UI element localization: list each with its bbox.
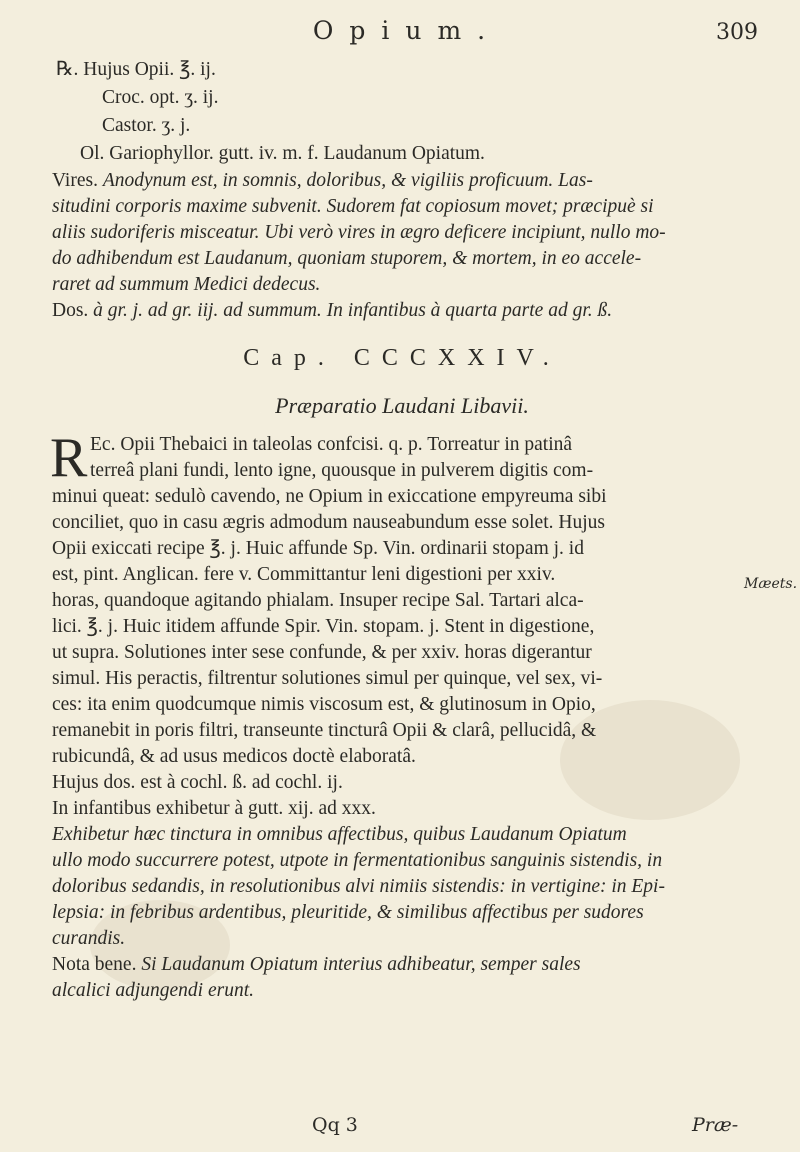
dose-line: In infantibus exhibetur à gutt. xij. ad xxx. (52, 798, 376, 819)
nota-paragraph (52, 952, 752, 1004)
recipe-line: lici. ℥. j. Huic itidem affunde Spir. Vin. stopam. j. Stent in digestione, (52, 616, 595, 637)
formula-line: ℞. Hujus Opii. ℥. ij. (56, 59, 216, 80)
exhibetur-line: curandis. (52, 928, 126, 949)
recipe-paragraph (50, 427, 752, 770)
recipe-line: Opii exiccati recipe ℥. j. Huic affunde Sp. Vin. ordinarii stopam j. id (52, 538, 584, 559)
catchword: Præ- (692, 1114, 739, 1136)
vires-line: aliis sudoriferis misceatur. Ubi verò vires in ægro deficere incipiunt, nullo mo- (52, 222, 666, 243)
vires-line (52, 168, 752, 194)
formula-line: Castor. ʒ. j. (102, 115, 191, 136)
formula-line: Ol. Gariophyllor. gutt. iv. m. f. Laudanum Opiatum. (80, 143, 485, 164)
page-number: 309 (716, 20, 758, 45)
exhibetur-line: lepsia: in febribus ardentibus, pleuritide, & similibus affectibus per sudores (52, 902, 644, 923)
page-body (52, 56, 752, 1004)
exhibetur-line: doloribus sedandis, in resolutionibus alvi nimiis sistendis: in vertigine: in Epi- (52, 876, 665, 897)
chapter-heading: Cap. CCCXXIV. (243, 345, 561, 371)
recipe-line: horas, quandoque agitando phialam. Insuper recipe Sal. Tartari alca- (52, 590, 584, 611)
dosis-line (52, 298, 752, 324)
nota-label: Nota bene. (52, 954, 137, 975)
exhibetur-paragraph (52, 822, 752, 952)
recipe-line: remanebit in poris filtri, transeunte tincturâ Opii & clarâ, pellucidâ, & (52, 720, 597, 741)
running-head (0, 14, 800, 50)
nota-text: Si Laudanum Opiatum interius adhibeatur, semper sales (141, 954, 581, 975)
vires-line: raret ad summum Medici dedecus. (52, 274, 321, 295)
nota-line: alcalici adjungendi erunt. (52, 980, 255, 1001)
vires-label: Vires. (52, 170, 98, 191)
dosis-text: à gr. j. ad gr. iij. ad summum. In infantibus à quarta parte ad gr. ß. (93, 300, 613, 321)
recipe-line: ut supra. Solutiones inter sese confunde, & per xxiv. horas digerantur (52, 642, 592, 663)
signature-mark: Qq 3 (312, 1114, 358, 1136)
recipe-line: terreâ plani fundi, lento igne, quousque in pulverem digitis com- (90, 460, 594, 481)
formula-block (52, 56, 752, 168)
formula-line: Croc. opt. ʒ. ij. (102, 87, 219, 108)
recipe-line: Ec. Opii Thebaici in taleolas confcisi. q. p. Torreatur in patinâ (90, 434, 573, 455)
dose-block (52, 770, 752, 822)
vires-text: Anodynum est, in somnis, doloribus, & vigiliis proficuum. Las- (102, 170, 593, 191)
vires-line: situdini corporis maxime subvenit. Sudorem fat copiosum movet; præcipuè si (52, 196, 654, 217)
exhibetur-line: ullo modo succurrere potest, utpote in fermentationibus sanguinis sistendis, in (52, 850, 663, 871)
dose-line: Hujus dos. est à cochl. ß. ad cochl. ij. (52, 772, 343, 793)
running-title: Opium. (312, 16, 502, 45)
recipe-line: conciliet, quo in casu ægris admodum nauseabundum esse solet. Hujus (52, 512, 605, 533)
recipe-line: ces: ita enim quodcumque nimis viscosum est, & glutinosum in Opio, (52, 694, 596, 715)
recipe-line: minui queat: sedulò cavendo, ne Opium in exiccatione empyreuma sibi (52, 486, 607, 507)
exhibetur-line: Exhibetur hæc tinctura in omnibus affectibus, quibus Laudanum Opiatum (52, 824, 627, 845)
margin-note: Mæets. (744, 576, 798, 592)
recipe-line: rubicundâ, & ad usus medicos doctè elaboratâ. (52, 746, 416, 767)
recipe-line: simul. His peractis, filtrentur solutiones simul per quinque, vel sex, vi- (52, 668, 603, 689)
vires-paragraph (52, 168, 752, 298)
section-title: Præparatio Laudani Libavii. (275, 393, 529, 418)
recipe-line: est, pint. Anglican. fere v. Committantur leni digestioni per xxiv. (52, 564, 556, 585)
vires-line: do adhibendum est Laudanum, quoniam stuporem, & mortem, in eo accele- (52, 248, 642, 269)
drop-cap: R (50, 427, 88, 489)
nota-line (52, 952, 752, 978)
dosis-label: Dos. (52, 300, 89, 321)
